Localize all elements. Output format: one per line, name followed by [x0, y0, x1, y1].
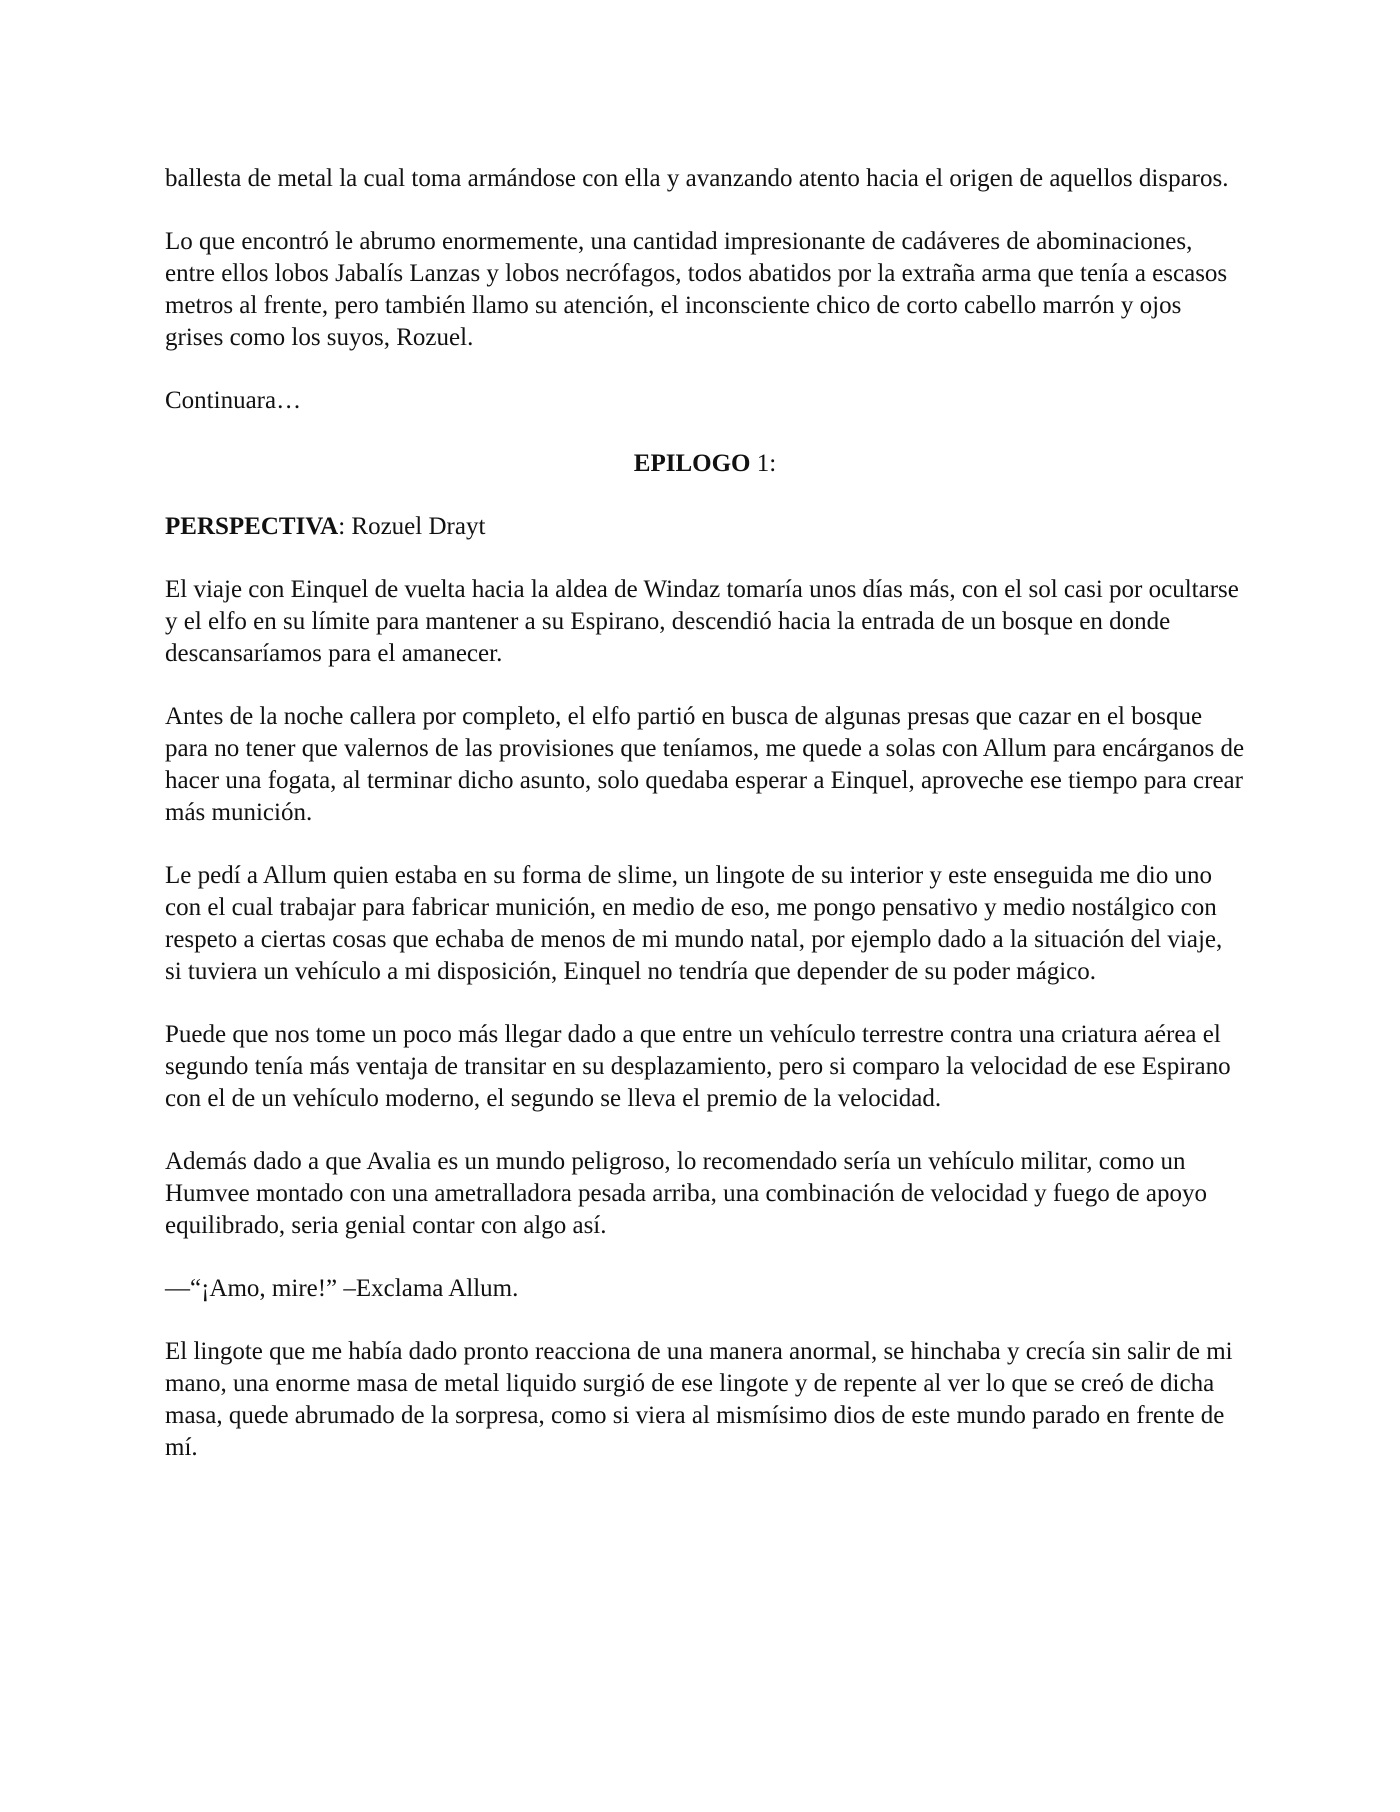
paragraph: El lingote que me había dado pronto reacciona de una manera anormal, se hinchaba y crecía sin salir de mi mano, una enorme masa de metal liquido surgió de ese lingote y de repente al ver lo que se creó de dicha masa, quede abrumado de la sorpresa, como si viera al mismísimo dios de este mundo parado en frente de mí. [165, 1338, 1233, 1461]
perspective-value: : Rozuel Drayt [338, 513, 486, 540]
paragraph: ballesta de metal la cual toma armándose con ella y avanzando atento hacia el origen de aquellos disparos. [165, 165, 1229, 192]
document-body [165, 163, 1245, 1495]
paragraph: Además dado a que Avalia es un mundo peligroso, lo recomendado sería un vehículo militar, como un Humvee montado con una ametralladora pesada arriba, una combinación de velocidad y fuego de apoyo equilibrado, seria genial contar con algo así. [165, 1148, 1207, 1239]
chapter-heading [165, 448, 1245, 480]
perspective-label: PERSPECTIVA [165, 513, 339, 540]
chapter-heading-title: EPILOGO [633, 450, 751, 477]
paragraph: Le pedí a Allum quien estaba en su forma de slime, un lingote de su interior y este enseguida me dio uno con el cual trabajar para fabricar munición, en medio de eso, me pongo pensativo y medio nostálgico con respeto a ciertas cosas que echaba de menos de mi mundo natal, por ejemplo dado a la situación del viaje, si tuviera un vehículo a mi disposición, Einquel no tendría que depender de su poder mágico. [165, 862, 1223, 985]
dialogue-line: —“¡Amo, mire!” –Exclama Allum. [165, 1275, 519, 1302]
chapter-heading-number: 1: [750, 450, 777, 477]
paragraph: Antes de la noche callera por completo, el elfo partió en busca de algunas presas que cazar en el bosque para no tener que valernos de las provisiones que teníamos, me quede a solas con Allum para encárganos de hacer una fogata, al terminar dicho asunto, solo quedaba esperar a Einquel, aproveche ese tiempo para crear más munición. [165, 703, 1245, 826]
perspective-line [165, 511, 1245, 543]
paragraph: Lo que encontró le abrumo enormemente, una cantidad impresionante de cadáveres de abominaciones, entre ellos lobos Jabalís Lanzas y lobos necrófagos, todos abatidos por la extraña arma que tenía a escasos metros al frente, pero también llamo su atención, el inconsciente chico de corto cabello marrón y ojos grises como los suyos, Rozuel. [165, 228, 1228, 351]
paragraph: El viaje con Einquel de vuelta hacia la aldea de Windaz tomaría unos días más, con el sol casi por ocultarse y el elfo en su límite para mantener a su Espirano, descendió hacia la entrada de un bosque en donde descansaríamos para el amanecer. [165, 576, 1239, 667]
continuation-note: Continuara… [165, 387, 302, 414]
paragraph: Puede que nos tome un poco más llegar dado a que entre un vehículo terrestre contra una criatura aérea el segundo tenía más ventaja de transitar en su desplazamiento, pero si comparo la velocidad de ese Espirano con el de un vehículo moderno, el segundo se lleva el premio de la velocidad. [165, 1021, 1231, 1112]
